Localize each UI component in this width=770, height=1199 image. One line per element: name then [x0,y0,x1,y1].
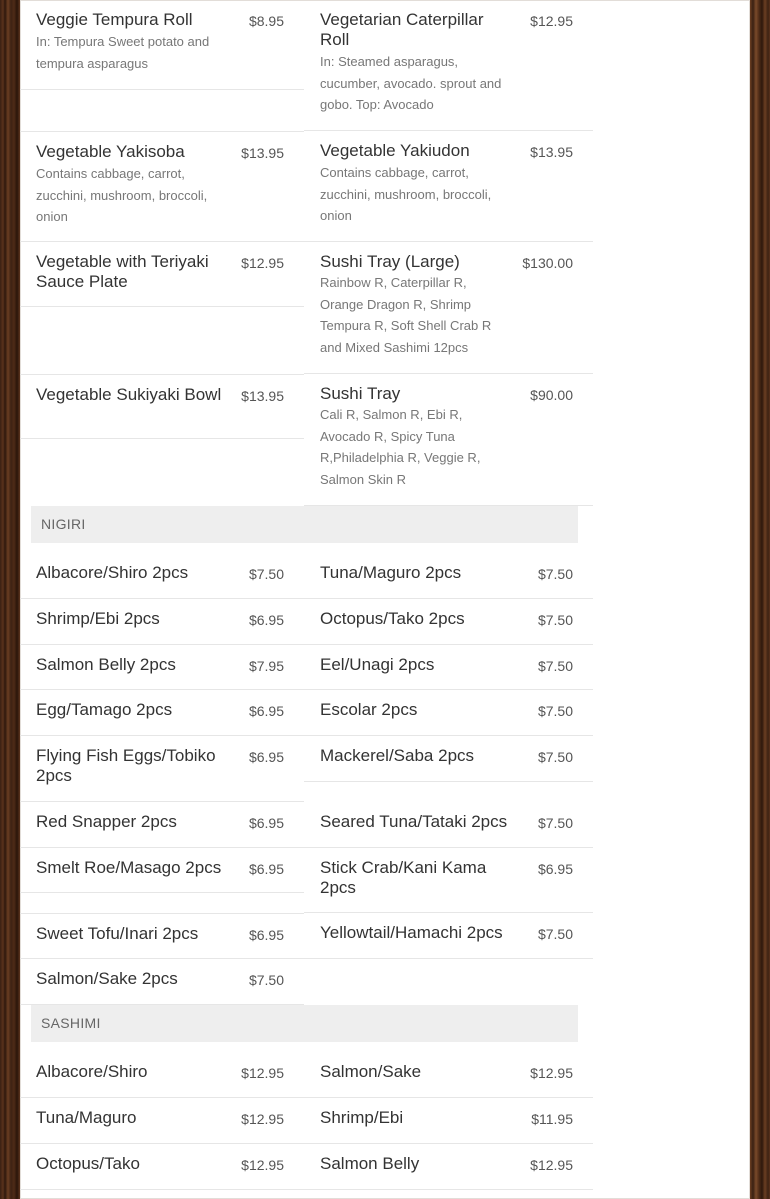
item-name: Eel/Unagi 2pcs [320,655,435,674]
item-name: Seared Tuna/Tataki 2pcs [320,812,508,831]
item-name: Shrimp/Ebi [320,1108,404,1127]
item-name: Sushi Tray [320,384,401,403]
menu-item-nigiri[interactable] [20,913,304,959]
menu-item-sashimi[interactable] [20,1144,304,1190]
item-description: Cali R, Salmon R, Ebi R, Avocado R, Spicy Tuna R,Philadelphia R, Veggie R, Salmon Skin R [320,407,481,487]
item-name: Vegetable Yakiudon [320,141,470,160]
item-price: $11.95 [531,1111,573,1127]
menu-item-vegetable-yakiudon[interactable] [304,131,593,242]
menu-item-nigiri[interactable] [20,690,304,736]
item-price: $7.50 [248,566,284,582]
item-name: Sushi Tray (Large) [320,252,460,271]
menu-item-nigiri[interactable] [20,645,304,690]
menu-item-nigiri[interactable] [20,959,304,1005]
item-name: Shrimp/Ebi 2pcs [36,609,160,628]
item-price: $12.95 [530,1157,573,1173]
item-name: Albacore/Shiro 2pcs [36,563,189,582]
menu-item-nigiri[interactable] [20,848,304,893]
item-description: In: Tempura Sweet potato and tempura asparagus [36,34,210,71]
item-name: Salmon/Sake [320,1062,422,1081]
menu-item-nigiri[interactable] [304,913,593,959]
item-name: Egg/Tamago 2pcs [36,700,173,719]
item-name: Vegetable with Teriyaki Sauce Plate [36,252,209,291]
section-title: SASHIMI [41,1015,101,1031]
wood-border-left [0,0,20,1199]
wood-border-right [750,0,770,1199]
menu-item-sashimi[interactable] [304,1052,593,1098]
item-name: Veggie Tempura Roll [36,10,193,29]
item-price: $7.95 [248,658,284,674]
menu-item-nigiri[interactable] [304,690,593,736]
item-name: Albacore/Shiro [36,1062,148,1081]
item-name: Escolar 2pcs [320,700,418,719]
item-price: $7.50 [537,658,573,674]
item-price: $13.95 [530,144,573,160]
item-price: $12.95 [241,255,284,271]
section-header-sashimi [31,1005,578,1042]
item-price: $7.50 [537,612,573,628]
item-price: $6.95 [248,749,284,765]
menu-item-sashimi[interactable] [304,1098,593,1144]
item-name: Sweet Tofu/Inari 2pcs [36,924,199,943]
item-price: $13.95 [241,145,284,161]
item-price: $6.95 [248,703,284,719]
item-price: $7.50 [537,703,573,719]
item-name: Smelt Roe/Masago 2pcs [36,858,222,877]
menu-item-vegetarian-caterpillar-roll[interactable] [304,0,593,131]
item-price: $8.95 [248,13,284,29]
item-price: $12.95 [241,1111,284,1127]
item-price: $12.95 [530,13,573,29]
menu-item-nigiri[interactable] [304,645,593,690]
item-description: Contains cabbage, carrot, zucchini, mushroom, broccoli, onion [320,165,492,223]
menu-item-nigiri[interactable] [20,553,304,599]
item-description: In: Steamed asparagus, cucumber, avocado. sprout and gobo. Top: Avocado [320,54,502,112]
menu-item-nigiri[interactable] [20,802,304,848]
item-price: $6.95 [248,861,284,877]
item-price: $7.50 [248,972,284,988]
menu-item-nigiri[interactable] [20,736,304,802]
item-price: $6.95 [248,927,284,943]
item-price: $7.50 [537,566,573,582]
item-name: Salmon Belly 2pcs [36,655,176,674]
menu-item-vegetable-sukiyaki-bowl[interactable] [20,374,304,439]
item-name: Flying Fish Eggs/Tobiko 2pcs [36,746,216,785]
item-price: $7.50 [537,926,573,942]
item-price: $130.00 [522,255,573,271]
menu-item-sashimi[interactable] [20,1052,304,1098]
item-name: Mackerel/Saba 2pcs [320,746,475,765]
menu-item-nigiri[interactable] [20,599,304,645]
item-price: $13.95 [241,388,284,404]
item-description: Contains cabbage, carrot, zucchini, mushroom, broccoli, onion [36,166,208,224]
item-name: Salmon Belly [320,1154,420,1173]
item-name: Octopus/Tako [36,1154,140,1173]
item-name: Vegetable Yakisoba [36,142,185,161]
menu-item-vegetable-teriyaki-plate[interactable] [20,242,304,307]
menu-item-sushi-tray-large[interactable] [304,242,593,374]
item-price: $12.95 [530,1065,573,1081]
item-name: Yellowtail/Hamachi 2pcs [320,923,503,942]
item-price: $6.95 [248,612,284,628]
menu-item-sashimi[interactable] [20,1098,304,1144]
menu-item-veggie-tempura-roll[interactable] [20,0,304,90]
menu-item-nigiri[interactable] [304,553,593,599]
menu-item-vegetable-yakisoba[interactable] [20,131,304,242]
item-price: $7.50 [537,815,573,831]
item-price: $90.00 [530,387,573,403]
item-price: $6.95 [248,815,284,831]
menu-item-sashimi[interactable] [304,1144,593,1190]
item-name: Vegetarian Caterpillar Roll [320,10,484,49]
item-description: Rainbow R, Caterpillar R, Orange Dragon R, Shrimp Tempura R, Soft Shell Crab R and Mixed Sashimi 12pcs [320,275,492,355]
menu-item-sushi-tray[interactable] [304,374,593,506]
menu-item-nigiri[interactable] [304,599,593,645]
section-header-nigiri [31,506,578,543]
item-name: Salmon/Sake 2pcs [36,969,178,988]
item-price: $7.50 [537,749,573,765]
menu-panel [20,0,750,1199]
item-name: Tuna/Maguro 2pcs [320,563,462,582]
item-name: Octopus/Tako 2pcs [320,609,465,628]
item-name: Vegetable Sukiyaki Bowl [36,385,222,404]
menu-item-nigiri[interactable] [304,848,593,913]
item-name: Red Snapper 2pcs [36,812,177,831]
item-price: $12.95 [241,1065,284,1081]
section-title: NIGIRI [41,516,86,532]
menu-item-nigiri[interactable] [304,736,593,782]
menu-item-nigiri[interactable] [304,802,593,848]
item-name: Stick Crab/Kani Kama 2pcs [320,858,487,897]
item-price: $12.95 [241,1157,284,1173]
item-price: $6.95 [537,861,573,877]
item-name: Tuna/Maguro [36,1108,137,1127]
